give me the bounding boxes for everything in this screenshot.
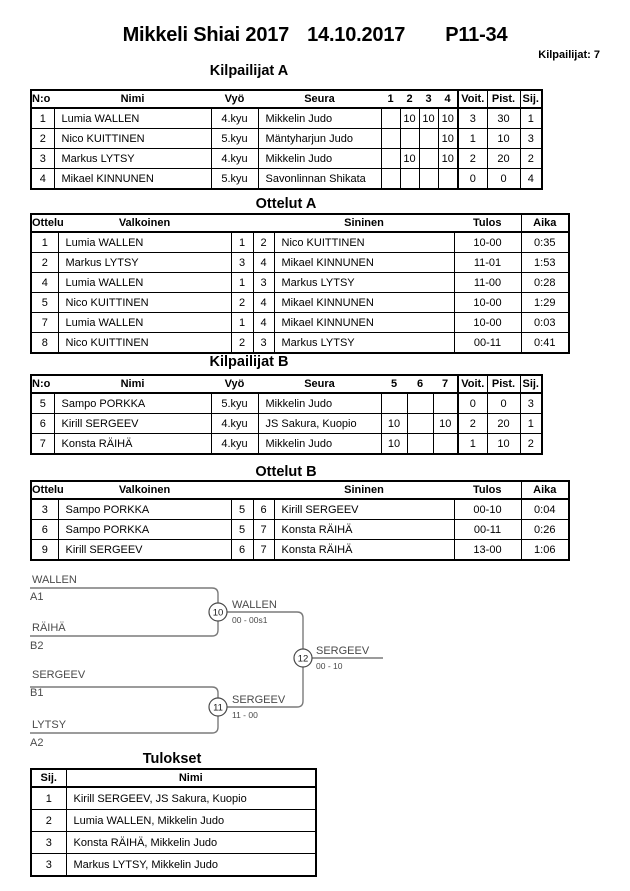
table-row	[31, 499, 569, 520]
cell-blue-no: 4	[253, 253, 274, 273]
cell-result: 11-01	[454, 253, 521, 273]
cell-club: JS Sakura, Kuopio	[258, 414, 381, 434]
semi2-bottom-name: LYTSY	[32, 719, 67, 731]
col-header-white-no	[231, 214, 253, 232]
cell-match-no: 7	[31, 313, 58, 333]
cell-place: 2	[520, 434, 542, 455]
cell-blue: Mikael KINNUNEN	[274, 253, 454, 273]
col-header-match: Ottelu	[31, 481, 58, 499]
col-header-result: Tulos	[454, 481, 521, 499]
table-row	[31, 520, 569, 540]
semi1-top-seed: A1	[30, 591, 44, 603]
col-header-place: Sij.	[31, 769, 66, 787]
cell-round	[433, 393, 458, 414]
table-row	[31, 108, 542, 129]
cell-round: 10	[381, 434, 407, 455]
col-header-round: 2	[400, 90, 419, 108]
cell-name: Markus LYTSY	[54, 149, 211, 169]
cell-white-no: 1	[231, 232, 253, 253]
cell-time: 1:29	[521, 293, 569, 313]
cell-white-no: 6	[231, 540, 253, 561]
col-header-white: Valkoinen	[58, 481, 231, 499]
cell-points: 10	[487, 129, 520, 149]
matches-a-table	[30, 213, 570, 354]
cell-blue: Markus LYTSY	[274, 273, 454, 293]
cell-match-no: 1	[31, 232, 58, 253]
cell-round	[419, 129, 438, 149]
cell-belt: 4.kyu	[211, 149, 258, 169]
cell-name: Mikael KINNUNEN	[54, 169, 211, 190]
cell-club: Mikkelin Judo	[258, 434, 381, 455]
cell-place: 3	[31, 854, 66, 877]
cell-round	[433, 434, 458, 455]
cell-no: 3	[31, 149, 54, 169]
cell-white-no: 2	[231, 333, 253, 354]
cell-points: 20	[487, 149, 520, 169]
table-row	[31, 232, 569, 253]
cell-blue: Nico KUITTINEN	[274, 232, 454, 253]
col-header-blue: Sininen	[274, 214, 454, 232]
col-header-wins: Voit.	[458, 375, 487, 393]
cell-round	[407, 393, 433, 414]
cell-round: 10	[433, 414, 458, 434]
semi2-match-number: 11	[213, 702, 223, 714]
pool-b-title: Kilpailijat B	[209, 354, 289, 370]
cell-round	[381, 108, 400, 129]
cell-result: 00-11	[454, 333, 521, 354]
col-header-round: 5	[381, 375, 407, 393]
cell-result: 00-11	[454, 520, 521, 540]
semi1-winner-name: WALLEN	[232, 599, 277, 611]
cell-round: 10	[438, 129, 458, 149]
semi1-match-number: 10	[212, 607, 224, 619]
col-header-belt: Vyö	[211, 375, 258, 393]
cell-place: 1	[520, 414, 542, 434]
col-header-white: Valkoinen	[58, 214, 231, 232]
cell-club: Savonlinnan Shikata	[258, 169, 381, 190]
col-header-no: N:o	[31, 90, 54, 108]
cell-blue: Konsta RÄIHÄ	[274, 540, 454, 561]
table-row	[31, 540, 569, 561]
results-table	[30, 768, 317, 877]
cell-belt: 4.kyu	[211, 434, 258, 455]
cell-no: 4	[31, 169, 54, 190]
table-row	[31, 434, 542, 455]
cell-round	[381, 129, 400, 149]
cell-name: Nico KUITTINEN	[54, 129, 211, 149]
cell-time: 1:06	[521, 540, 569, 561]
cell-result: 11-00	[454, 273, 521, 293]
semi2-bottom-seed: A2	[30, 737, 44, 749]
pool-b-table	[30, 374, 543, 455]
cell-points: 0	[487, 393, 520, 414]
table-row	[31, 253, 569, 273]
cell-match-no: 5	[31, 293, 58, 313]
col-header-club: Seura	[258, 375, 381, 393]
col-header-points: Pist.	[487, 90, 520, 108]
cell-points: 30	[487, 108, 520, 129]
cell-name: Sampo PORKKA	[54, 393, 211, 414]
cell-white: Lumia WALLEN	[58, 313, 231, 333]
cell-no: 2	[31, 129, 54, 149]
cell-belt: 5.kyu	[211, 129, 258, 149]
cell-round	[381, 149, 400, 169]
tournament-bracket	[0, 565, 630, 755]
col-header-wins: Voit.	[458, 90, 487, 108]
cell-white-no: 3	[231, 253, 253, 273]
cell-belt: 5.kyu	[211, 169, 258, 190]
cell-match-no: 8	[31, 333, 58, 354]
matches-a-title: Ottelut A	[255, 196, 317, 212]
cell-wins: 2	[458, 149, 487, 169]
cell-club: Mikkelin Judo	[258, 393, 381, 414]
cell-result: 10-00	[454, 293, 521, 313]
competitor-count: Kilpailijat: 7	[538, 49, 600, 61]
col-header-club: Seura	[258, 90, 381, 108]
header-row	[31, 90, 542, 108]
matches-b-title: Ottelut B	[255, 464, 317, 480]
cell-club: Mikkelin Judo	[258, 149, 381, 169]
pool-a-title: Kilpailijat A	[209, 63, 289, 79]
col-header-name: Nimi	[66, 769, 316, 787]
cell-blue: Mikael KINNUNEN	[274, 293, 454, 313]
col-header-name: Nimi	[54, 375, 211, 393]
cell-round	[407, 434, 433, 455]
cell-blue-no: 2	[253, 232, 274, 253]
cell-place: 3	[31, 832, 66, 854]
cell-white-no: 1	[231, 313, 253, 333]
final-winner-name: SERGEEV	[316, 645, 370, 657]
cell-round: 10	[400, 108, 419, 129]
cell-round: 10	[438, 149, 458, 169]
col-header-round: 7	[433, 375, 458, 393]
cell-time: 0:03	[521, 313, 569, 333]
cell-place: 3	[520, 393, 542, 414]
col-header-blue-no	[253, 214, 274, 232]
cell-white-no: 2	[231, 293, 253, 313]
cell-wins: 1	[458, 129, 487, 149]
cell-white: Lumia WALLEN	[58, 273, 231, 293]
table-row	[31, 854, 316, 877]
col-header-time: Aika	[521, 214, 569, 232]
cell-name: Kirill SERGEEV, JS Sakura, Kuopio	[66, 787, 316, 810]
cell-white: Sampo PORKKA	[58, 520, 231, 540]
cell-white: Lumia WALLEN	[58, 232, 231, 253]
cell-round	[381, 169, 400, 190]
cell-wins: 0	[458, 393, 487, 414]
cell-white: Kirill SERGEEV	[58, 540, 231, 561]
col-header-round: 1	[381, 90, 400, 108]
cell-round: 10	[381, 414, 407, 434]
cell-blue-no: 4	[253, 313, 274, 333]
cell-blue-no: 3	[253, 333, 274, 354]
cell-round	[419, 169, 438, 190]
cell-name: Markus LYTSY, Mikkelin Judo	[66, 854, 316, 877]
cell-round	[419, 149, 438, 169]
cell-time: 0:28	[521, 273, 569, 293]
col-header-blue-no	[253, 481, 274, 499]
cell-club: Mikkelin Judo	[258, 108, 381, 129]
pool-a-table	[30, 89, 543, 190]
event-name: Mikkeli Shiai 2017	[122, 24, 290, 46]
cell-blue-no: 7	[253, 540, 274, 561]
table-row	[31, 149, 542, 169]
cell-result: 10-00	[454, 232, 521, 253]
cell-belt: 4.kyu	[211, 414, 258, 434]
table-row	[31, 293, 569, 313]
cell-name: Lumia WALLEN	[54, 108, 211, 129]
col-header-white-no	[231, 481, 253, 499]
col-header-blue: Sininen	[274, 481, 454, 499]
cell-time: 0:41	[521, 333, 569, 354]
cell-white: Sampo PORKKA	[58, 499, 231, 520]
table-row	[31, 810, 316, 832]
cell-blue: Markus LYTSY	[274, 333, 454, 354]
cell-white: Nico KUITTINEN	[58, 333, 231, 354]
cell-round	[381, 393, 407, 414]
table-row	[31, 273, 569, 293]
col-header-no: N:o	[31, 375, 54, 393]
weight-category: P11-34	[445, 24, 508, 46]
cell-wins: 2	[458, 414, 487, 434]
table-row	[31, 414, 542, 434]
cell-white-no: 5	[231, 520, 253, 540]
semi2-top-name: SERGEEV	[32, 669, 86, 681]
cell-round	[407, 414, 433, 434]
header-row	[31, 375, 542, 393]
table-row	[31, 313, 569, 333]
header-row	[31, 214, 569, 232]
cell-name: Konsta RÄIHÄ, Mikkelin Judo	[66, 832, 316, 854]
cell-time: 1:53	[521, 253, 569, 273]
cell-name: Kirill SERGEEV	[54, 414, 211, 434]
cell-points: 0	[487, 169, 520, 190]
page-title	[0, 24, 630, 47]
col-header-round: 6	[407, 375, 433, 393]
cell-match-no: 3	[31, 499, 58, 520]
table-row	[31, 393, 542, 414]
col-header-points: Pist.	[487, 375, 520, 393]
cell-blue: Mikael KINNUNEN	[274, 313, 454, 333]
cell-club: Mäntyharjun Judo	[258, 129, 381, 149]
cell-no: 7	[31, 434, 54, 455]
cell-match-no: 4	[31, 273, 58, 293]
table-row	[31, 169, 542, 190]
col-header-place: Sij.	[520, 375, 542, 393]
cell-blue: Kirill SERGEEV	[274, 499, 454, 520]
cell-match-no: 6	[31, 520, 58, 540]
cell-points: 10	[487, 434, 520, 455]
semi1-bottom-name: RÄIHÄ	[32, 622, 66, 634]
cell-wins: 0	[458, 169, 487, 190]
cell-white-no: 1	[231, 273, 253, 293]
cell-result: 13-00	[454, 540, 521, 561]
cell-place: 3	[520, 129, 542, 149]
cell-match-no: 9	[31, 540, 58, 561]
cell-wins: 3	[458, 108, 487, 129]
cell-time: 0:35	[521, 232, 569, 253]
semi2-top-seed: B1	[30, 687, 44, 699]
col-header-round: 4	[438, 90, 458, 108]
col-header-place: Sij.	[520, 90, 542, 108]
cell-place: 1	[520, 108, 542, 129]
cell-place: 1	[31, 787, 66, 810]
cell-white: Markus LYTSY	[58, 253, 231, 273]
header-row	[31, 481, 569, 499]
matches-b-table	[30, 480, 570, 561]
cell-round	[438, 169, 458, 190]
semi1-top-name: WALLEN	[32, 574, 77, 586]
table-row	[31, 832, 316, 854]
cell-belt: 5.kyu	[211, 393, 258, 414]
semi2-score: 11 - 00	[232, 710, 258, 720]
cell-blue-no: 7	[253, 520, 274, 540]
event-date: 14.10.2017	[307, 24, 406, 46]
cell-blue: Konsta RÄIHÄ	[274, 520, 454, 540]
final-match-number: 12	[297, 653, 309, 665]
cell-white-no: 5	[231, 499, 253, 520]
table-row	[31, 129, 542, 149]
cell-time: 0:26	[521, 520, 569, 540]
cell-round	[400, 129, 419, 149]
cell-blue-no: 6	[253, 499, 274, 520]
semi2-winner-name: SERGEEV	[232, 694, 286, 706]
cell-white: Nico KUITTINEN	[58, 293, 231, 313]
col-header-belt: Vyö	[211, 90, 258, 108]
cell-round: 10	[438, 108, 458, 129]
cell-blue-no: 4	[253, 293, 274, 313]
cell-points: 20	[487, 414, 520, 434]
cell-place: 4	[520, 169, 542, 190]
cell-result: 10-00	[454, 313, 521, 333]
cell-place: 2	[31, 810, 66, 832]
col-header-result: Tulos	[454, 214, 521, 232]
table-row	[31, 333, 569, 354]
cell-time: 0:04	[521, 499, 569, 520]
cell-match-no: 2	[31, 253, 58, 273]
semi1-score: 00 - 00s1	[232, 615, 268, 625]
cell-belt: 4.kyu	[211, 108, 258, 129]
cell-no: 6	[31, 414, 54, 434]
cell-name: Konsta RÄIHÄ	[54, 434, 211, 455]
cell-round: 10	[400, 149, 419, 169]
cell-name: Lumia WALLEN, Mikkelin Judo	[66, 810, 316, 832]
results-title: Tulokset	[142, 751, 202, 767]
header-row	[31, 769, 316, 787]
col-header-name: Nimi	[54, 90, 211, 108]
cell-place: 2	[520, 149, 542, 169]
col-header-round: 3	[419, 90, 438, 108]
col-header-match: Ottelu	[31, 214, 58, 232]
cell-result: 00-10	[454, 499, 521, 520]
cell-wins: 1	[458, 434, 487, 455]
table-row	[31, 787, 316, 810]
cell-round	[400, 169, 419, 190]
cell-blue-no: 3	[253, 273, 274, 293]
cell-no: 5	[31, 393, 54, 414]
cell-no: 1	[31, 108, 54, 129]
final-score: 00 - 10	[316, 661, 343, 671]
cell-round: 10	[419, 108, 438, 129]
col-header-time: Aika	[521, 481, 569, 499]
semi1-bottom-seed: B2	[30, 640, 44, 652]
